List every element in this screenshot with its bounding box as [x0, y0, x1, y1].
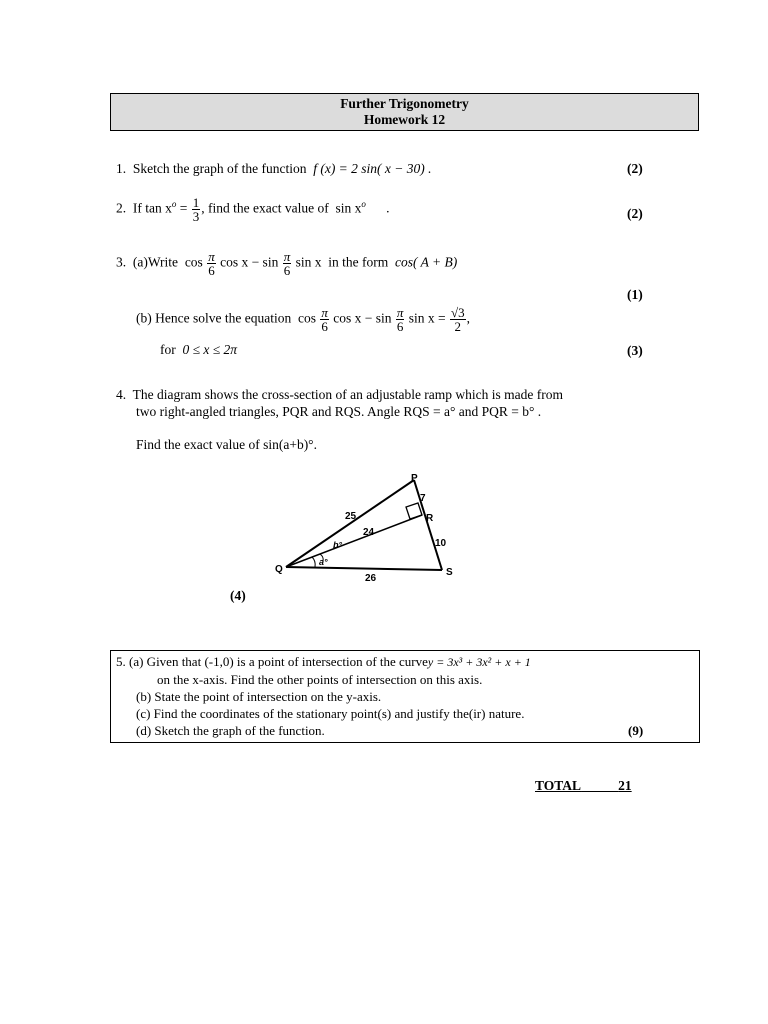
label-len-QS: 26: [365, 573, 377, 584]
label-angle-a: a°: [319, 557, 328, 567]
q3-b-mid: cos x − sin: [333, 310, 392, 326]
q3-b-label: (b) Hence solve the equation: [136, 310, 292, 326]
q3-b-root3: √3: [450, 305, 465, 320]
q3-b-pi1: π: [321, 305, 328, 320]
q3-b-frac1: [320, 306, 329, 333]
q5-curve: y = 3x³ + 3x² + x + 1: [427, 655, 531, 669]
q2-sup2: o: [361, 199, 366, 210]
q5-marks: (9): [628, 723, 644, 738]
q3-a-form: cos( A + B): [394, 254, 458, 270]
q2-text: , find the exact value of: [201, 200, 329, 216]
q3-a-six1: 6: [208, 263, 215, 278]
header-subtitle: Homework 12: [363, 112, 446, 127]
q3-b-comma: ,: [466, 310, 470, 326]
q3-a-frac1: [207, 250, 216, 277]
label-len-RS: 10: [435, 538, 447, 549]
q5-line1a: 5. (a) Given that (-1,0) is a point of intersection of the curve: [116, 654, 428, 669]
q4-line2: two right-angled triangles, PQR and RQS. Angle RQS = a° and PQR = b° .: [136, 404, 542, 419]
total-label: [535, 778, 632, 794]
label-Q: Q: [275, 564, 283, 575]
q5-line4: (c) Find the coordinates of the stationary point(s) and justify the(ir) nature.: [136, 706, 525, 721]
line-QR: [286, 515, 422, 567]
line-QS: [286, 567, 442, 570]
label-len-PR: 7: [420, 493, 426, 504]
homework-header: [110, 93, 699, 131]
question-3b: [136, 306, 470, 333]
line-PS: [414, 480, 442, 570]
q3-number: 3.: [116, 254, 127, 270]
ramp-diagram: [264, 471, 460, 587]
q3-b-cos: cos: [297, 310, 316, 326]
question-5-box: [110, 650, 700, 743]
q3-b-for: for: [160, 342, 176, 357]
q3-a-sinx: sin x: [295, 254, 322, 270]
q3-a-inform: in the form: [328, 254, 389, 270]
total-value: 21: [618, 778, 632, 793]
q3-a-cosx: cos x − sin: [220, 254, 279, 270]
q5-line5: (d) Sketch the graph of the function.: [136, 723, 325, 738]
q2-sin: sin x: [335, 200, 362, 216]
q3-a-six2: 6: [283, 263, 291, 278]
q5-line1: [116, 654, 531, 670]
q4-line3: Find the exact value of sin(a+b)°.: [136, 437, 317, 452]
q3-a-label: (a)Write: [132, 254, 179, 270]
q3-a-pi2: π: [283, 249, 291, 264]
q3-b-frac3: [450, 306, 466, 333]
q4-text1: The diagram shows the cross-section of an adjustable ramp which is made from: [132, 387, 564, 402]
label-S: S: [446, 567, 453, 578]
q1-number: 1.: [116, 161, 127, 176]
q2-dot: .: [386, 200, 390, 216]
angle-a-arc: [312, 557, 315, 567]
q4-marks: (4): [230, 588, 246, 603]
q5-line3: (b) State the point of intersection on the y-axis.: [136, 689, 382, 704]
q4-line1: [116, 387, 563, 403]
q3-b-six1: 6: [321, 319, 328, 334]
q3-b-pi2: π: [396, 305, 404, 320]
q3-b-two: 2: [454, 319, 462, 334]
question-1: [116, 161, 432, 177]
q2-number: 2.: [116, 200, 127, 216]
q3-b-range: 0 ≤ x ≤ 2π: [182, 342, 238, 357]
header-title: Further Trigonometry: [340, 96, 469, 111]
q3-a-cos: cos: [184, 254, 203, 270]
q3-b-frac2: [396, 306, 405, 333]
q3-b-six2: 6: [396, 319, 404, 334]
label-len-PQ: 25: [345, 511, 357, 522]
q4-number: 4.: [116, 387, 127, 402]
q5-line2: on the x-axis. Find the other points of intersection on this axis.: [157, 672, 483, 687]
q1-text: Sketch the graph of the function: [132, 161, 307, 176]
question-2: [116, 196, 389, 223]
q2-tan: tan x: [145, 200, 172, 216]
q2-prefix: If: [132, 200, 142, 216]
q3-a-frac2: [283, 250, 292, 277]
question-3a: [116, 250, 457, 277]
q1-marks: (2): [627, 161, 643, 176]
q2-sup: o: [171, 199, 177, 210]
total-label-text: TOTAL: [535, 778, 582, 793]
label-angle-b: b°: [333, 540, 343, 550]
q2-equals: =: [179, 200, 188, 216]
q1-formula: f (x) = 2 sin( x − 30) .: [313, 161, 432, 176]
q3-a-pi1: π: [208, 249, 215, 264]
q3-b-marks: (3): [627, 343, 643, 358]
q2-marks: (2): [627, 206, 643, 221]
q3-a-marks: (1): [627, 287, 643, 302]
label-R: R: [426, 513, 434, 524]
q3-b-end: sin x =: [408, 310, 446, 326]
line-QP: [286, 480, 414, 567]
q3-b-range-line: [160, 342, 237, 358]
label-len-QR: 24: [363, 527, 375, 538]
label-P: P: [411, 473, 418, 484]
q2-fraction: [192, 196, 201, 223]
q2-frac-den: 3: [192, 209, 200, 224]
q2-frac-num: 1: [192, 195, 200, 210]
